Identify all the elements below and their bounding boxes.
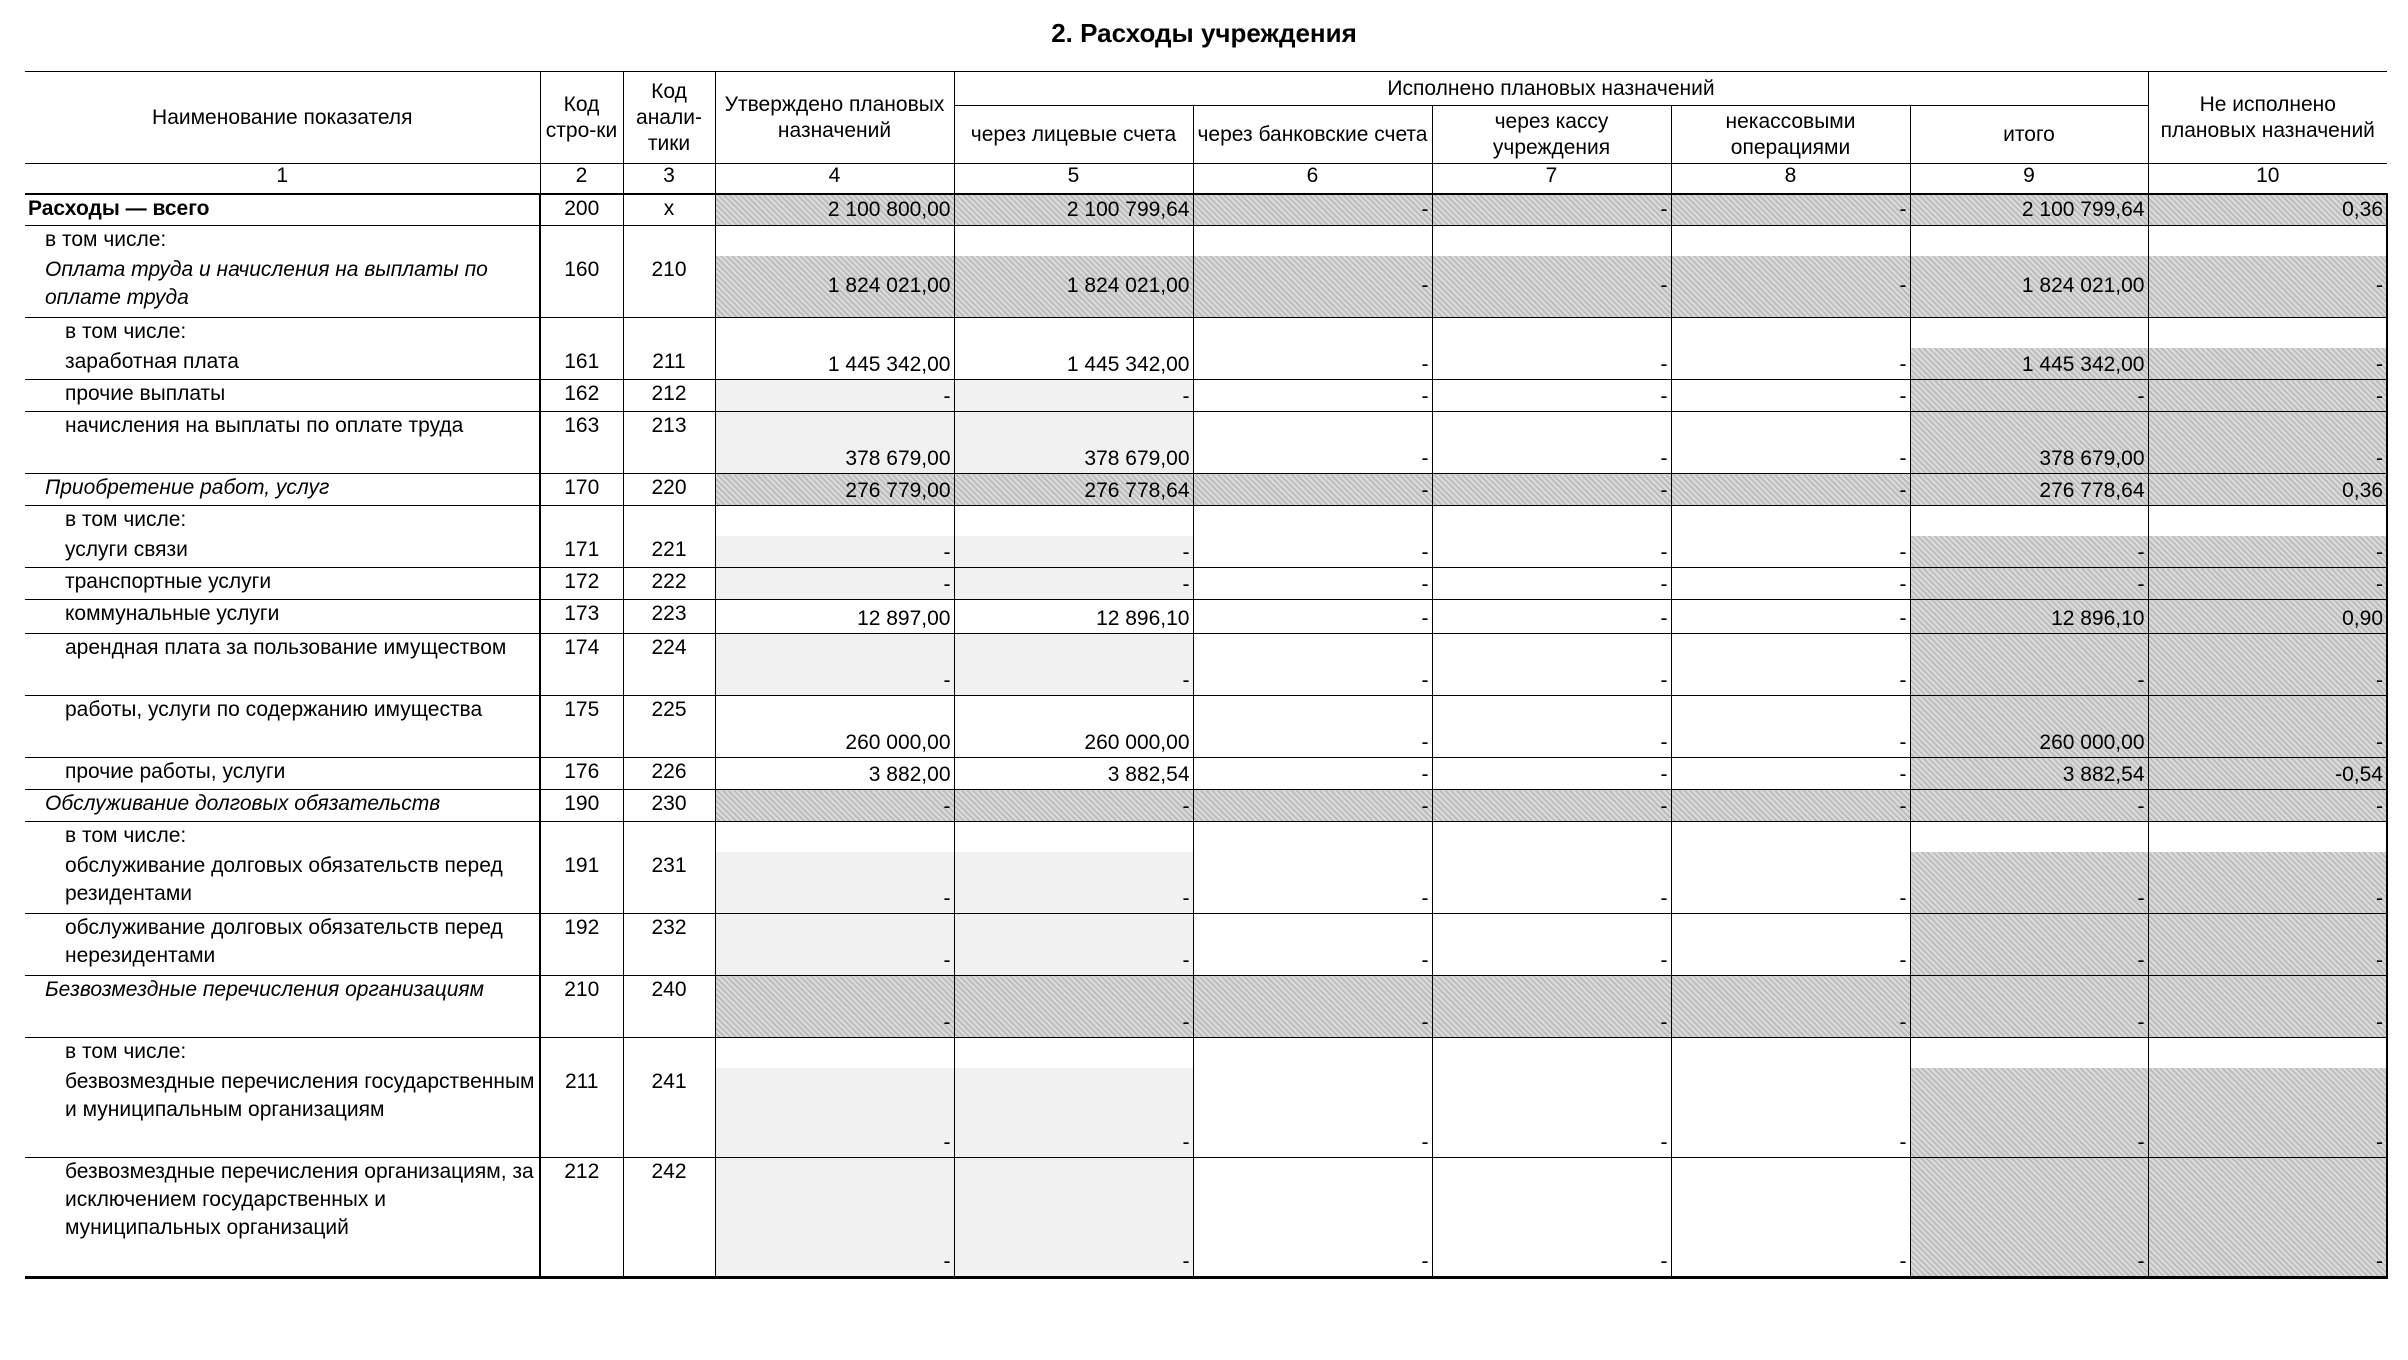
row-name: работы, услуги по содержанию имущества xyxy=(25,696,540,758)
row-name: Приобретение работ, услуг xyxy=(25,474,540,506)
via-cash-value xyxy=(1432,506,1671,536)
row-analytics-code: 210 xyxy=(623,256,715,318)
via-cash-value xyxy=(1432,318,1671,348)
via-bank-value: - xyxy=(1193,976,1432,1038)
via-bank-value xyxy=(1193,1038,1432,1068)
via-personal-value: 1 445 342,00 xyxy=(954,348,1193,380)
via-bank-value: - xyxy=(1193,536,1432,568)
header-via-bank: через банковские счета xyxy=(1193,106,1432,164)
not-executed-value xyxy=(2148,506,2387,536)
total-value: 378 679,00 xyxy=(1910,412,2148,474)
row-code: 170 xyxy=(540,474,623,506)
via-cash-value: - xyxy=(1432,536,1671,568)
header-via-personal: через лицевые счета xyxy=(954,106,1193,164)
noncash-value: - xyxy=(1671,600,1910,634)
header-name: Наименование показателя xyxy=(25,72,540,164)
row-analytics-code: 212 xyxy=(623,380,715,412)
approved-value: 1 445 342,00 xyxy=(715,348,954,380)
via-personal-value: 276 778,64 xyxy=(954,474,1193,506)
noncash-value: - xyxy=(1671,256,1910,318)
row-code: 191 xyxy=(540,852,623,914)
via-cash-value: - xyxy=(1432,696,1671,758)
table-row xyxy=(25,506,2387,536)
row-analytics-code xyxy=(623,318,715,348)
col-number: 10 xyxy=(2148,164,2387,194)
noncash-value: - xyxy=(1671,1068,1910,1158)
row-code: 200 xyxy=(540,194,623,226)
row-analytics-code: 213 xyxy=(623,412,715,474)
via-cash-value: - xyxy=(1432,914,1671,976)
approved-value: - xyxy=(715,852,954,914)
row-name: безвозмездные перечисления государственным и муниципальным организациям xyxy=(25,1068,540,1158)
noncash-value: - xyxy=(1671,696,1910,758)
noncash-value xyxy=(1671,226,1910,256)
row-code: 190 xyxy=(540,790,623,822)
via-personal-value: - xyxy=(954,380,1193,412)
total-value: - xyxy=(1910,914,2148,976)
approved-value: 12 897,00 xyxy=(715,600,954,634)
row-name: прочие выплаты xyxy=(25,380,540,412)
total-value: 12 896,10 xyxy=(1910,600,2148,634)
total-value xyxy=(1910,506,2148,536)
row-analytics-code: 225 xyxy=(623,696,715,758)
table-row xyxy=(25,1158,2387,1278)
table-row xyxy=(25,914,2387,976)
noncash-value: - xyxy=(1671,790,1910,822)
not-executed-value: 0,36 xyxy=(2148,474,2387,506)
table-row xyxy=(25,852,2387,914)
col-number: 2 xyxy=(540,164,623,194)
table-row xyxy=(25,412,2387,474)
not-executed-value: - xyxy=(2148,914,2387,976)
via-cash-value: - xyxy=(1432,1158,1671,1278)
not-executed-value: -0,54 xyxy=(2148,758,2387,790)
not-executed-value: 0,90 xyxy=(2148,600,2387,634)
not-executed-value: - xyxy=(2148,1068,2387,1158)
row-code xyxy=(540,506,623,536)
table-row xyxy=(25,256,2387,318)
not-executed-value xyxy=(2148,1038,2387,1068)
row-name: Безвозмездные перечисления организациям xyxy=(25,976,540,1038)
not-executed-value: - xyxy=(2148,412,2387,474)
row-code xyxy=(540,226,623,256)
row-name: коммунальные услуги xyxy=(25,600,540,634)
via-personal-value: 1 824 021,00 xyxy=(954,256,1193,318)
table-row xyxy=(25,380,2387,412)
total-value: - xyxy=(1910,1068,2148,1158)
noncash-value: - xyxy=(1671,852,1910,914)
noncash-value: - xyxy=(1671,412,1910,474)
via-cash-value: - xyxy=(1432,412,1671,474)
via-cash-value: - xyxy=(1432,568,1671,600)
total-value xyxy=(1910,226,2148,256)
table-row xyxy=(25,194,2387,226)
total-value: 2 100 799,64 xyxy=(1910,194,2148,226)
table-row xyxy=(25,348,2387,380)
row-name: в том числе: xyxy=(25,226,540,256)
via-personal-value: 12 896,10 xyxy=(954,600,1193,634)
row-analytics-code xyxy=(623,822,715,852)
via-personal-value xyxy=(954,822,1193,852)
row-code: 172 xyxy=(540,568,623,600)
not-executed-value: - xyxy=(2148,696,2387,758)
col-number: 5 xyxy=(954,164,1193,194)
table-row xyxy=(25,790,2387,822)
via-bank-value: - xyxy=(1193,1068,1432,1158)
via-bank-value: - xyxy=(1193,1158,1432,1278)
noncash-value: - xyxy=(1671,380,1910,412)
table-body xyxy=(25,194,2387,1278)
row-name: обслуживание долговых обязательств перед нерезидентами xyxy=(25,914,540,976)
row-analytics-code: 241 xyxy=(623,1068,715,1158)
col-number: 7 xyxy=(1432,164,1671,194)
row-code: 176 xyxy=(540,758,623,790)
via-bank-value xyxy=(1193,506,1432,536)
table-row xyxy=(25,634,2387,696)
via-personal-value: - xyxy=(954,1158,1193,1278)
not-executed-value: - xyxy=(2148,256,2387,318)
row-analytics-code: 240 xyxy=(623,976,715,1038)
row-analytics-code: 232 xyxy=(623,914,715,976)
via-bank-value xyxy=(1193,822,1432,852)
total-value: - xyxy=(1910,852,2148,914)
approved-value: - xyxy=(715,380,954,412)
approved-value: - xyxy=(715,634,954,696)
row-code: 174 xyxy=(540,634,623,696)
approved-value: - xyxy=(715,976,954,1038)
row-analytics-code: 220 xyxy=(623,474,715,506)
via-cash-value: - xyxy=(1432,790,1671,822)
not-executed-value: - xyxy=(2148,348,2387,380)
row-code: 162 xyxy=(540,380,623,412)
col-number: 1 xyxy=(25,164,540,194)
total-value: - xyxy=(1910,634,2148,696)
row-code: 211 xyxy=(540,1068,623,1158)
header-noncash: некассовыми операциями xyxy=(1671,106,1910,164)
noncash-value: - xyxy=(1671,914,1910,976)
table-row xyxy=(25,226,2387,256)
total-value: - xyxy=(1910,380,2148,412)
row-code xyxy=(540,1038,623,1068)
noncash-value: - xyxy=(1671,348,1910,380)
via-cash-value: - xyxy=(1432,852,1671,914)
via-personal-value: - xyxy=(954,536,1193,568)
row-analytics-code: 231 xyxy=(623,852,715,914)
row-name: Расходы — всего xyxy=(25,194,540,226)
approved-value xyxy=(715,822,954,852)
approved-value xyxy=(715,318,954,348)
via-cash-value: - xyxy=(1432,758,1671,790)
via-personal-value: - xyxy=(954,1068,1193,1158)
via-bank-value xyxy=(1193,318,1432,348)
section-title: 2. Расходы учреждения xyxy=(1051,18,1357,48)
noncash-value xyxy=(1671,506,1910,536)
not-executed-value xyxy=(2148,226,2387,256)
table-row xyxy=(25,600,2387,634)
noncash-value xyxy=(1671,822,1910,852)
noncash-value: - xyxy=(1671,536,1910,568)
via-bank-value xyxy=(1193,226,1432,256)
not-executed-value: - xyxy=(2148,634,2387,696)
total-value: 1 824 021,00 xyxy=(1910,256,2148,318)
via-bank-value: - xyxy=(1193,600,1432,634)
row-analytics-code xyxy=(623,1038,715,1068)
total-value: 276 778,64 xyxy=(1910,474,2148,506)
via-cash-value: - xyxy=(1432,348,1671,380)
via-personal-value: 260 000,00 xyxy=(954,696,1193,758)
row-code: 163 xyxy=(540,412,623,474)
approved-value: 3 882,00 xyxy=(715,758,954,790)
row-name: в том числе: xyxy=(25,318,540,348)
table-row xyxy=(25,696,2387,758)
row-code: 175 xyxy=(540,696,623,758)
approved-value: - xyxy=(715,914,954,976)
table-row xyxy=(25,536,2387,568)
total-value: 260 000,00 xyxy=(1910,696,2148,758)
via-personal-value: - xyxy=(954,568,1193,600)
row-analytics-code: 224 xyxy=(623,634,715,696)
via-cash-value xyxy=(1432,1038,1671,1068)
row-code: 210 xyxy=(540,976,623,1038)
via-personal-value: - xyxy=(954,852,1193,914)
total-value: - xyxy=(1910,1158,2148,1278)
row-analytics-code xyxy=(623,226,715,256)
via-cash-value: - xyxy=(1432,256,1671,318)
approved-value: - xyxy=(715,1158,954,1278)
via-cash-value: - xyxy=(1432,634,1671,696)
table-row xyxy=(25,822,2387,852)
via-cash-value: - xyxy=(1432,1068,1671,1158)
approved-value: 260 000,00 xyxy=(715,696,954,758)
row-name: в том числе: xyxy=(25,822,540,852)
header-code-analytics: Код анали-тики xyxy=(623,72,715,164)
approved-value xyxy=(715,1038,954,1068)
approved-value: 1 824 021,00 xyxy=(715,256,954,318)
via-bank-value: - xyxy=(1193,194,1432,226)
via-bank-value: - xyxy=(1193,568,1432,600)
col-number: 6 xyxy=(1193,164,1432,194)
table-row xyxy=(25,568,2387,600)
not-executed-value: - xyxy=(2148,790,2387,822)
via-bank-value: - xyxy=(1193,852,1432,914)
row-code: 192 xyxy=(540,914,623,976)
col-number: 8 xyxy=(1671,164,1910,194)
via-bank-value: - xyxy=(1193,348,1432,380)
via-cash-value xyxy=(1432,226,1671,256)
table-row xyxy=(25,976,2387,1038)
via-personal-value: 2 100 799,64 xyxy=(954,194,1193,226)
not-executed-value: - xyxy=(2148,568,2387,600)
table-row xyxy=(25,318,2387,348)
total-value xyxy=(1910,822,2148,852)
approved-value: - xyxy=(715,536,954,568)
via-bank-value: - xyxy=(1193,412,1432,474)
total-value: - xyxy=(1910,976,2148,1038)
total-value xyxy=(1910,1038,2148,1068)
row-name: Оплата труда и начисления на выплаты по оплате труда xyxy=(25,256,540,318)
approved-value xyxy=(715,506,954,536)
header-approved: Утверждено плановых назначений xyxy=(715,72,954,164)
not-executed-value: - xyxy=(2148,976,2387,1038)
via-cash-value xyxy=(1432,822,1671,852)
table-row xyxy=(25,474,2387,506)
row-code: 173 xyxy=(540,600,623,634)
row-analytics-code: x xyxy=(623,194,715,226)
via-bank-value: - xyxy=(1193,256,1432,318)
via-personal-value xyxy=(954,318,1193,348)
approved-value xyxy=(715,226,954,256)
header-executed: Исполнено плановых назначений xyxy=(954,72,2148,106)
noncash-value: - xyxy=(1671,634,1910,696)
table-row xyxy=(25,1068,2387,1158)
row-name: транспортные услуги xyxy=(25,568,540,600)
via-personal-value: 378 679,00 xyxy=(954,412,1193,474)
via-cash-value: - xyxy=(1432,600,1671,634)
via-personal-value: - xyxy=(954,976,1193,1038)
via-cash-value: - xyxy=(1432,380,1671,412)
header-code-row: Код стро-ки xyxy=(540,72,623,164)
noncash-value xyxy=(1671,318,1910,348)
header-not-executed: Не исполнено плановых назначений xyxy=(2148,72,2387,164)
via-bank-value: - xyxy=(1193,790,1432,822)
row-name: начисления на выплаты по оплате труда xyxy=(25,412,540,474)
row-name: услуги связи xyxy=(25,536,540,568)
row-analytics-code: 223 xyxy=(623,600,715,634)
not-executed-value: - xyxy=(2148,852,2387,914)
approved-value: 2 100 800,00 xyxy=(715,194,954,226)
row-analytics-code: 221 xyxy=(623,536,715,568)
via-cash-value: - xyxy=(1432,976,1671,1038)
table-row xyxy=(25,758,2387,790)
noncash-value: - xyxy=(1671,758,1910,790)
via-bank-value: - xyxy=(1193,758,1432,790)
via-personal-value xyxy=(954,226,1193,256)
via-personal-value: - xyxy=(954,914,1193,976)
noncash-value: - xyxy=(1671,976,1910,1038)
table-row xyxy=(25,1038,2387,1068)
not-executed-value xyxy=(2148,822,2387,852)
via-cash-value: - xyxy=(1432,194,1671,226)
not-executed-value: 0,36 xyxy=(2148,194,2387,226)
approved-value: 276 779,00 xyxy=(715,474,954,506)
total-value: 3 882,54 xyxy=(1910,758,2148,790)
row-code xyxy=(540,318,623,348)
row-analytics-code: 226 xyxy=(623,758,715,790)
row-code: 160 xyxy=(540,256,623,318)
header-via-cash: через кассу учреждения xyxy=(1432,106,1671,164)
row-code xyxy=(540,822,623,852)
total-value: - xyxy=(1910,790,2148,822)
col-number: 4 xyxy=(715,164,954,194)
noncash-value: - xyxy=(1671,568,1910,600)
via-personal-value: 3 882,54 xyxy=(954,758,1193,790)
row-name: обслуживание долговых обязательств перед резидентами xyxy=(25,852,540,914)
noncash-value: - xyxy=(1671,474,1910,506)
approved-value: - xyxy=(715,568,954,600)
expenses-table xyxy=(25,71,2388,1279)
total-value: - xyxy=(1910,536,2148,568)
row-code: 171 xyxy=(540,536,623,568)
via-cash-value: - xyxy=(1432,474,1671,506)
total-value: 1 445 342,00 xyxy=(1910,348,2148,380)
header-total: итого xyxy=(1910,106,2148,164)
noncash-value: - xyxy=(1671,1158,1910,1278)
noncash-value: - xyxy=(1671,194,1910,226)
total-value xyxy=(1910,318,2148,348)
via-bank-value: - xyxy=(1193,380,1432,412)
row-analytics-code: 242 xyxy=(623,1158,715,1278)
row-code: 212 xyxy=(540,1158,623,1278)
via-bank-value: - xyxy=(1193,696,1432,758)
via-personal-value xyxy=(954,506,1193,536)
noncash-value xyxy=(1671,1038,1910,1068)
via-personal-value xyxy=(954,1038,1193,1068)
row-analytics-code xyxy=(623,506,715,536)
via-bank-value: - xyxy=(1193,914,1432,976)
not-executed-value: - xyxy=(2148,380,2387,412)
via-personal-value: - xyxy=(954,634,1193,696)
row-name: арендная плата за пользование имуществом xyxy=(25,634,540,696)
row-name: безвозмездные перечисления организациям, за исключением государственных и муниципальных организаций xyxy=(25,1158,540,1278)
via-personal-value: - xyxy=(954,790,1193,822)
row-analytics-code: 222 xyxy=(623,568,715,600)
row-name: прочие работы, услуги xyxy=(25,758,540,790)
approved-value: - xyxy=(715,790,954,822)
col-number: 3 xyxy=(623,164,715,194)
via-bank-value: - xyxy=(1193,474,1432,506)
not-executed-value xyxy=(2148,318,2387,348)
row-analytics-code: 230 xyxy=(623,790,715,822)
approved-value: - xyxy=(715,1068,954,1158)
row-name: в том числе: xyxy=(25,1038,540,1068)
row-code: 161 xyxy=(540,348,623,380)
row-analytics-code: 211 xyxy=(623,348,715,380)
row-name: в том числе: xyxy=(25,506,540,536)
col-number: 9 xyxy=(1910,164,2148,194)
total-value: - xyxy=(1910,568,2148,600)
not-executed-value: - xyxy=(2148,1158,2387,1278)
not-executed-value: - xyxy=(2148,536,2387,568)
row-name: заработная плата xyxy=(25,348,540,380)
approved-value: 378 679,00 xyxy=(715,412,954,474)
via-bank-value: - xyxy=(1193,634,1432,696)
row-name: Обслуживание долговых обязательств xyxy=(25,790,540,822)
